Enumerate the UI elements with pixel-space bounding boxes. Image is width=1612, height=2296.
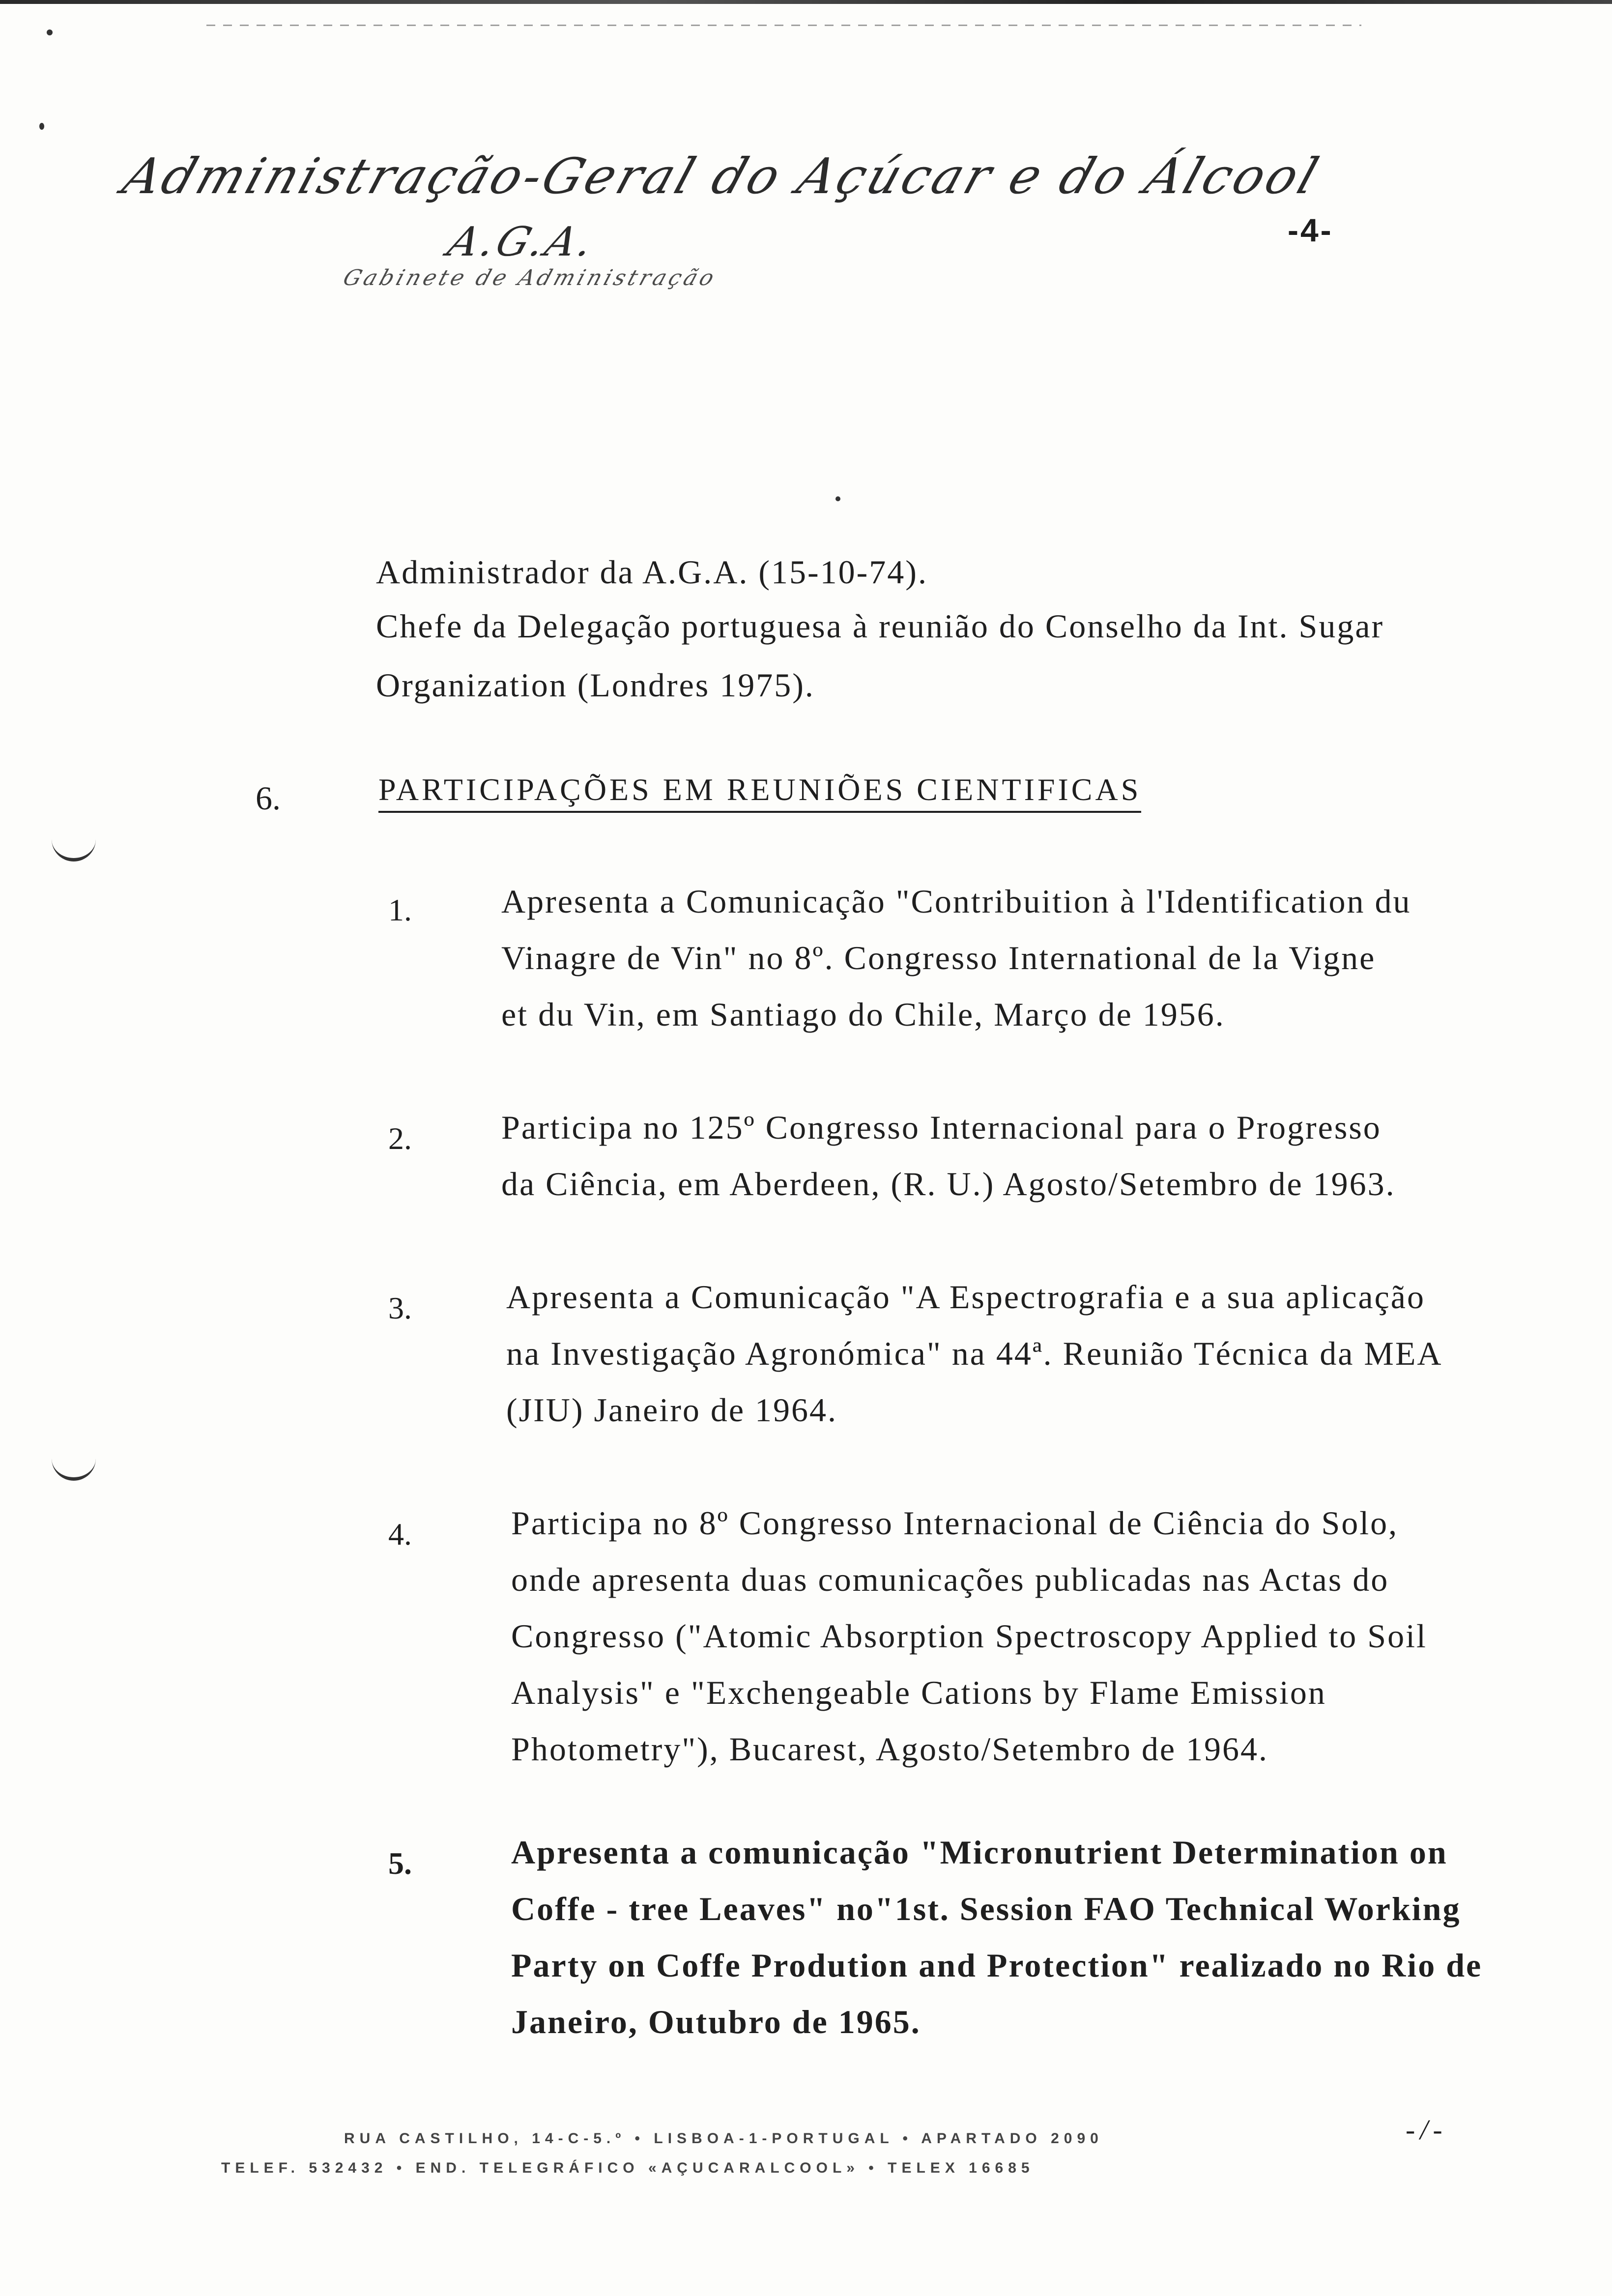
scan-speck [835, 496, 840, 501]
continuation-mark: -/- [1406, 2114, 1447, 2146]
item-line: Participa no 125º Congresso Internacional para o Progresso [501, 1109, 1382, 1146]
item-number: 3. [388, 1291, 412, 1325]
section-title: PARTICIPAÇÕES EM REUNIÕES CIENTIFICAS [378, 772, 1141, 813]
hole-punch-mark [52, 1455, 96, 1481]
scan-speck [47, 29, 53, 35]
item-line: Vinagre de Vin" no 8º. Congresso International de la Vigne [501, 939, 1376, 976]
scan-top-edge [0, 0, 1612, 4]
item-number: 5. [388, 1846, 412, 1881]
item-line: et du Vin, em Santiago do Chile, Março de 1956. [501, 996, 1225, 1033]
item-line: Apresenta a comunicação "Micronutrient Determination on [511, 1834, 1448, 1871]
item-line: Coffe - tree Leaves" no"1st. Session FAO Technical Working [511, 1890, 1461, 1927]
item-line: Congresso ("Atomic Absorption Spectroscopy Applied to Soil [511, 1617, 1427, 1655]
item-line: Party on Coffe Prodution and Protection" realizado no Rio de [511, 1947, 1483, 1984]
letterhead-department: Gabinete de Administração [340, 265, 720, 290]
item-line: da Ciência, em Aberdeen, (R. U.) Agosto/Setembro de 1963. [501, 1165, 1396, 1203]
item-line: Analysis" e "Exchengeable Cations by Flame Emission [511, 1674, 1326, 1711]
footer-contact-line: TELEF. 532432 • END. TELEGRÁFICO «AÇUCARALCOOL» • TELEX 16685 [221, 2160, 1035, 2176]
item-line: Apresenta a Comunicação "A Espectrografia e a sua aplicação [506, 1278, 1425, 1316]
letterhead-organization: Administração-Geral do Açúcar e do Álcool [115, 147, 1328, 205]
item-line: (JIU) Janeiro de 1964. [506, 1391, 838, 1429]
item-number: 2. [388, 1121, 412, 1156]
item-line: Photometry"), Bucarest, Agosto/Setembro de 1964. [511, 1730, 1269, 1768]
item-line: Participa no 8º Congresso Internacional de Ciência do Solo, [511, 1504, 1399, 1542]
section-number: 6. [256, 779, 281, 817]
letterhead-acronym: A.G.A. [442, 219, 603, 265]
intro-line: Organization (Londres 1975). [376, 666, 815, 704]
item-line: onde apresenta duas comunicações publicadas nas Actas do [511, 1561, 1389, 1598]
intro-line: Administrador da A.G.A. (15-10-74). [376, 553, 928, 591]
scan-speck [39, 123, 44, 130]
item-line: Apresenta a Comunicação "Contribuition à l'Identification du [501, 883, 1411, 920]
footer-address-line: RUA CASTILHO, 14-C-5.º • LISBOA-1-PORTUGAL • APARTADO 2090 [344, 2130, 1103, 2147]
item-number: 4. [388, 1517, 412, 1551]
item-line: na Investigação Agronómica" na 44ª. Reunião Técnica da MEA [506, 1335, 1443, 1372]
item-number: 1. [388, 892, 412, 927]
intro-line: Chefe da Delegação portuguesa à reunião do Conselho da Int. Sugar [376, 607, 1384, 645]
item-line: Janeiro, Outubro de 1965. [511, 2003, 921, 2040]
scan-dashed-line [206, 25, 1361, 26]
page-number: -4- [1288, 212, 1333, 248]
hole-punch-mark [52, 835, 96, 861]
